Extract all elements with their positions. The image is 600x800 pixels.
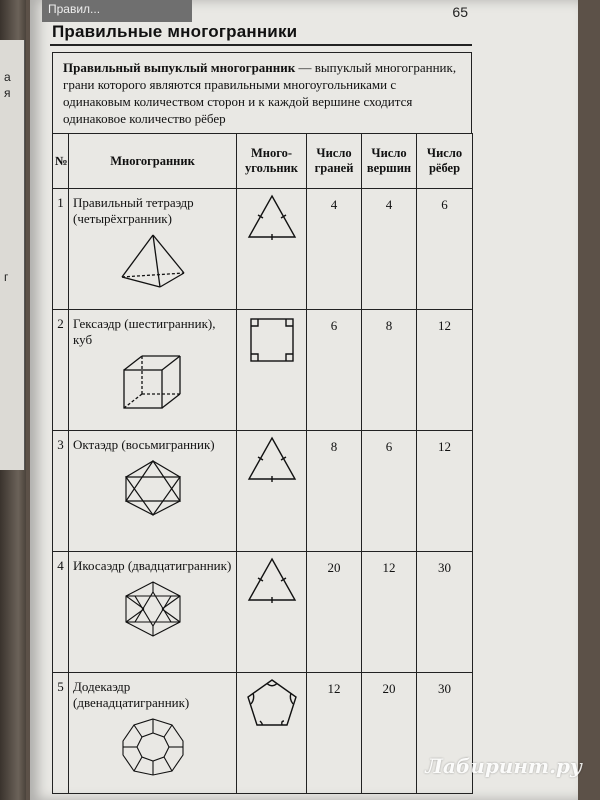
previous-page-fragment: я	[4, 86, 11, 100]
header-edges: Число рёбер	[417, 134, 473, 189]
icosahedron-icon	[118, 580, 188, 638]
square-icon	[246, 314, 298, 366]
table-row	[53, 673, 473, 794]
watermark-logo: Лабиринт.ру	[425, 754, 582, 778]
page-number: 65	[452, 4, 468, 20]
row-number: 3	[53, 431, 69, 552]
face-polygon-cell	[237, 310, 307, 431]
definition-text: — выпуклый многогранник, грани которого являются правильными многоугольниками с одинаковым количеством сторон и к каждой вершине сходится одинаковое количество рёбер	[63, 60, 457, 126]
definition-box	[52, 52, 472, 133]
cube-icon	[118, 354, 188, 410]
faces-count: 12	[307, 673, 362, 794]
polyhedron-name: Гексаэдр (шестигранник), куб	[73, 316, 216, 347]
edges-count: 30	[417, 673, 473, 794]
faces-count: 4	[307, 189, 362, 310]
page-title: Правильные многогранники	[52, 22, 298, 41]
table-header-row	[53, 134, 473, 189]
faces-count: 6	[307, 310, 362, 431]
triangle-icon	[246, 435, 298, 483]
header-polygon: Много-угольник	[237, 134, 307, 189]
polyhedron-cell	[69, 310, 237, 431]
vertices-count: 8	[362, 310, 417, 431]
triangle-icon	[246, 556, 298, 604]
vertices-count: 12	[362, 552, 417, 673]
row-number: 1	[53, 189, 69, 310]
polyhedron-name: Правильный тетраэдр (четырёхгранник)	[73, 195, 194, 226]
row-number: 5	[53, 673, 69, 794]
running-head: Правил...	[42, 0, 192, 22]
polyhedron-name: Додекаэдр (двенадцатигранник)	[73, 679, 190, 710]
faces-count: 8	[307, 431, 362, 552]
previous-page-fragment: г	[4, 270, 9, 284]
polyhedron-name: Икосаэдр (двадцатигранник)	[73, 558, 232, 573]
table-row	[53, 310, 473, 431]
previous-page-edge	[0, 40, 25, 470]
header-polyhedron: Многогранник	[69, 134, 237, 189]
triangle-icon	[246, 193, 298, 241]
vertices-count: 6	[362, 431, 417, 552]
edges-count: 12	[417, 310, 473, 431]
definition-term: Правильный выпуклый многогранник	[63, 60, 296, 75]
polyhedron-cell	[69, 673, 237, 794]
octahedron-icon	[118, 459, 188, 517]
polyhedron-cell	[69, 431, 237, 552]
vertices-count: 20	[362, 673, 417, 794]
face-polygon-cell	[237, 189, 307, 310]
header-vertices: Число вершин	[362, 134, 417, 189]
row-number: 4	[53, 552, 69, 673]
book-page	[30, 0, 578, 800]
tetrahedron-icon	[118, 233, 188, 289]
edges-count: 6	[417, 189, 473, 310]
face-polygon-cell	[237, 552, 307, 673]
edges-count: 30	[417, 552, 473, 673]
polyhedra-table	[52, 133, 473, 794]
edges-count: 12	[417, 431, 473, 552]
table-row	[53, 189, 473, 310]
content	[52, 52, 472, 794]
table-row	[53, 552, 473, 673]
header-num: №	[53, 134, 69, 189]
previous-page-fragment: а	[4, 70, 11, 84]
dodecahedron-icon	[120, 717, 186, 777]
polyhedron-cell	[69, 189, 237, 310]
title-divider	[50, 44, 472, 46]
polyhedron-cell	[69, 552, 237, 673]
vertices-count: 4	[362, 189, 417, 310]
row-number: 2	[53, 310, 69, 431]
pentagon-icon	[245, 677, 299, 729]
face-polygon-cell	[237, 431, 307, 552]
faces-count: 20	[307, 552, 362, 673]
polyhedron-name: Октаэдр (восьмигранник)	[73, 437, 215, 452]
table-row	[53, 431, 473, 552]
header-faces: Число граней	[307, 134, 362, 189]
face-polygon-cell	[237, 673, 307, 794]
